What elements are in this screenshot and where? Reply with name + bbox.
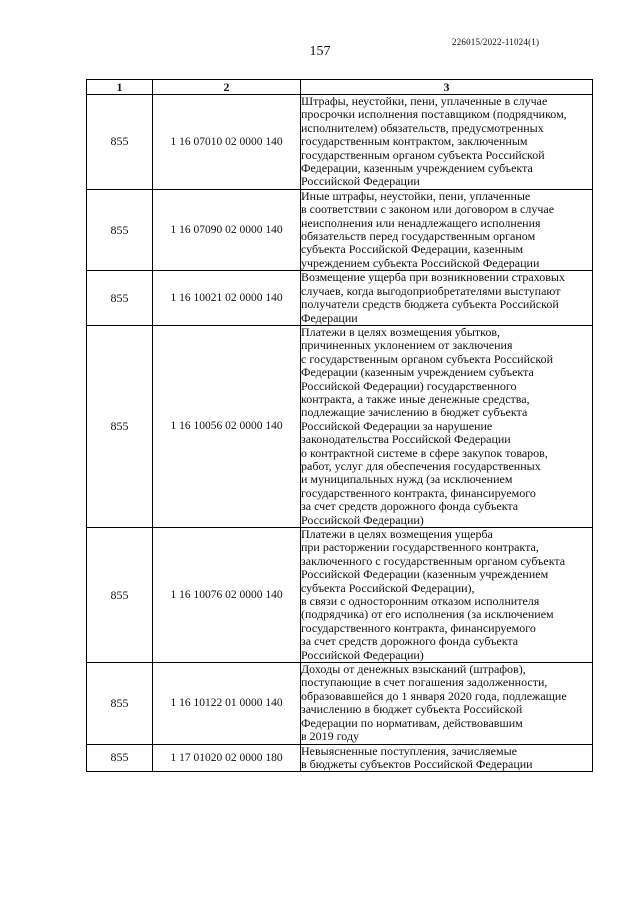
column-header-1: 1 <box>87 80 153 95</box>
description-line: с государственным органом субъекта Российской <box>301 351 553 366</box>
description-line: случаев, когда выгодоприобретателями выступают <box>301 283 561 298</box>
description-line: государственного контракта, финансируемого <box>301 485 536 500</box>
description-line: контракта, а также иные денежные средства, <box>301 391 530 406</box>
description-line: работ, услуг для обеспечения государственных <box>301 458 541 473</box>
description-line: (подрядчика) от его исполнения (за исключением <box>301 607 554 622</box>
admin-code-cell: 855 <box>87 325 153 527</box>
description-line: законодательства Российской Федерации <box>301 432 511 447</box>
description-line: неисполнения или ненадлежащего исполнения <box>301 215 541 230</box>
document-registration-number: 226015/2022-11024(1) <box>452 37 540 47</box>
description-line: образовавшейся до 1 января 2020 года, подлежащие <box>301 688 567 703</box>
description-line: Платежи в целях возмещения ущерба <box>301 527 493 541</box>
description-line: учреждением субъекта Российской Федерации <box>301 255 540 270</box>
description-line: государственным органом субъекта Российской <box>301 147 545 162</box>
description-line: Штрафы, неустойки, пени, уплаченные в случае <box>301 94 548 108</box>
budget-classification-code-cell: 1 16 10056 02 0000 140 <box>153 325 301 527</box>
description-line: о контрактной системе в сфере закупок товаров, <box>301 445 548 460</box>
description-line: поступающие в счет погашения задолженности, <box>301 675 548 690</box>
revenue-description-cell <box>301 325 593 527</box>
table-row <box>87 528 593 663</box>
description-line: Российской Федерации) государственного <box>301 378 517 393</box>
description-line: Федерации по нормативам, действовавшим <box>301 715 523 730</box>
description-line: причиненных уклонением от заключения <box>301 338 513 353</box>
budget-classification-code-cell: 1 16 07090 02 0000 140 <box>153 189 301 270</box>
admin-code-cell: 855 <box>87 95 153 190</box>
admin-code-cell: 855 <box>87 663 153 744</box>
revenue-description-cell <box>301 663 593 744</box>
table-row <box>87 744 593 772</box>
table-row <box>87 189 593 270</box>
description-line: Федерации (казенным учреждением субъекта <box>301 365 534 380</box>
description-line: за счет средств дорожного фонда субъекта <box>301 634 519 649</box>
description-line: и муниципальных нужд (за исключением <box>301 472 513 487</box>
table-row <box>87 663 593 744</box>
description-line: Доходы от денежных взысканий (штрафов), <box>301 662 526 677</box>
table-row <box>87 325 593 527</box>
revenue-description-cell <box>301 95 593 190</box>
description-line: зачислению в бюджет субъекта Российской <box>301 702 523 717</box>
admin-code-cell: 855 <box>87 744 153 772</box>
description-line: в связи с односторонним отказом исполнителя <box>301 594 540 609</box>
table-row <box>87 271 593 326</box>
description-line: Иные штрафы, неустойки, пени, уплаченные <box>301 188 531 203</box>
description-line: Платежи в целях возмещения убытков, <box>301 324 501 339</box>
description-line: при расторжении государственного контракта, <box>301 540 539 555</box>
description-line: субъекта Российской Федерации), <box>301 580 475 595</box>
description-line: Российской Федерации) <box>301 647 424 662</box>
description-line: государственным контрактом, заключенным <box>301 134 528 149</box>
admin-code-cell: 855 <box>87 528 153 663</box>
description-line: получатели средств бюджета субъекта Российской <box>301 297 559 312</box>
admin-code-cell: 855 <box>87 271 153 326</box>
revenue-description-cell <box>301 744 593 772</box>
description-line: Российской Федерации) <box>301 512 424 527</box>
table-header-row <box>87 80 593 95</box>
revenue-classification-table <box>86 79 593 772</box>
revenue-description-cell <box>301 528 593 663</box>
description-line: в бюджеты субъектов Российской Федерации <box>301 756 533 771</box>
description-line: просрочки исполнения поставщиком (подрядчиком, <box>301 107 567 122</box>
column-header-3: 3 <box>301 80 593 95</box>
budget-classification-code-cell: 1 16 10076 02 0000 140 <box>153 528 301 663</box>
description-line: за счет средств дорожного фонда субъекта <box>301 499 519 514</box>
description-line: субъекта Российской Федерации, казенным <box>301 242 524 257</box>
description-line: Возмещение ущерба при возникновении страховых <box>301 270 565 285</box>
table-row <box>87 95 593 190</box>
description-line: Российской Федерации (казенным учреждением <box>301 567 549 582</box>
revenue-description-cell <box>301 189 593 270</box>
budget-classification-code-cell: 1 16 10021 02 0000 140 <box>153 271 301 326</box>
description-line: Российской Федерации за нарушение <box>301 418 493 433</box>
description-line: Федерации, казенным учреждением субъекта <box>301 161 533 176</box>
description-line: подлежащие зачислению в бюджет субъекта <box>301 405 528 420</box>
description-line: обязательств перед государственным органом <box>301 229 536 244</box>
revenue-description-cell <box>301 271 593 326</box>
budget-classification-code-cell: 1 16 10122 01 0000 140 <box>153 663 301 744</box>
description-line: государственного контракта, финансируемого <box>301 620 536 635</box>
description-line: Невыясненные поступления, зачисляемые <box>301 743 517 758</box>
admin-code-cell: 855 <box>87 189 153 270</box>
description-line: заключенного с государственным органом субъекта <box>301 553 566 568</box>
description-line: в 2019 году <box>301 729 360 744</box>
column-header-2: 2 <box>153 80 301 95</box>
description-line: Российской Федерации <box>301 174 420 189</box>
description-line: Федерации <box>301 310 358 325</box>
description-line: исполнителем) обязательств, предусмотренных <box>301 120 544 135</box>
page-number: 157 <box>309 44 331 59</box>
description-line: в соответствии с законом или договором в случае <box>301 202 555 217</box>
budget-classification-code-cell: 1 17 01020 02 0000 180 <box>153 744 301 772</box>
budget-classification-code-cell: 1 16 07010 02 0000 140 <box>153 95 301 190</box>
